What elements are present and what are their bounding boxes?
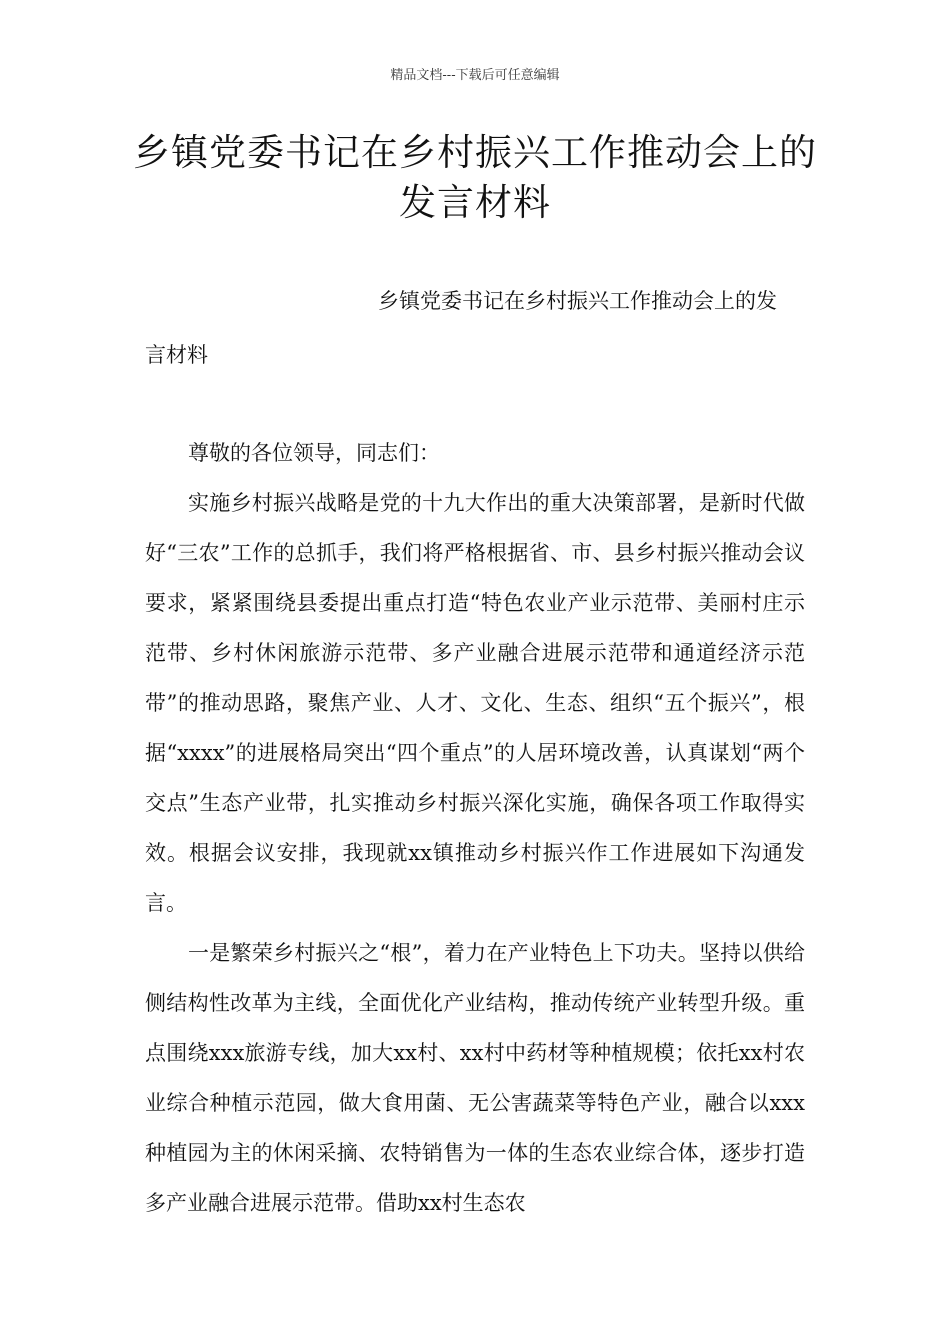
salutation: 尊敬的各位领导，同志们： (188, 441, 440, 465)
header-note: 精品文档---下载后可任意编辑 (390, 68, 560, 83)
paragraph-1: 实施乡村振兴战略是党的十九大作出的重大决策部署，是新时代做好“三农”工作的总抓手，我们将严格根据省、市、县乡村振兴推动会议要求，紧紧围绕县委提出重点打造“特色农业产业示范带、美丽村庄示范带、乡村休闲旅游示范带、多产业融合进展示范带和通道经济示范带”的推动思路，聚焦产业、人才、文化、生态、组织“五个振兴”，根据“xxxx”的进展格局突出“四个重点”的人居环境改善，认真谋划“两个交点”生态产业带，扎实推动乡村振兴深化实施，确保各项工作取得实效。根据会议安排，我现就xx镇推动乡村振兴作工作进展如下沟通发言。 (145, 491, 805, 915)
document-title: 乡镇党委书记在乡村振兴工作推动会上的发言材料 (133, 131, 817, 224)
subtitle-line-2: 言材料 (145, 343, 208, 367)
paragraph-2: 一是繁荣乡村振兴之“根”，着力在产业特色上下功夫。坚持以供给侧结构性改革为主线，全面优化产业结构，推动传统产业转型升级。重点围绕xxx旅游专线，加大xx村、xx村中药材等种植规模；依托xx村农业综合种植示范园，做大食用菌、无公害蔬菜等特色产业，融合以xxx种植园为主的休闲采摘、农特销售为一体的生态农业综合体，逐步打造多产业融合进展示范带。借助xx村生态农 (145, 941, 805, 1215)
subtitle-line-1: 乡镇党委书记在乡村振兴工作推动会上的发 (378, 289, 777, 313)
